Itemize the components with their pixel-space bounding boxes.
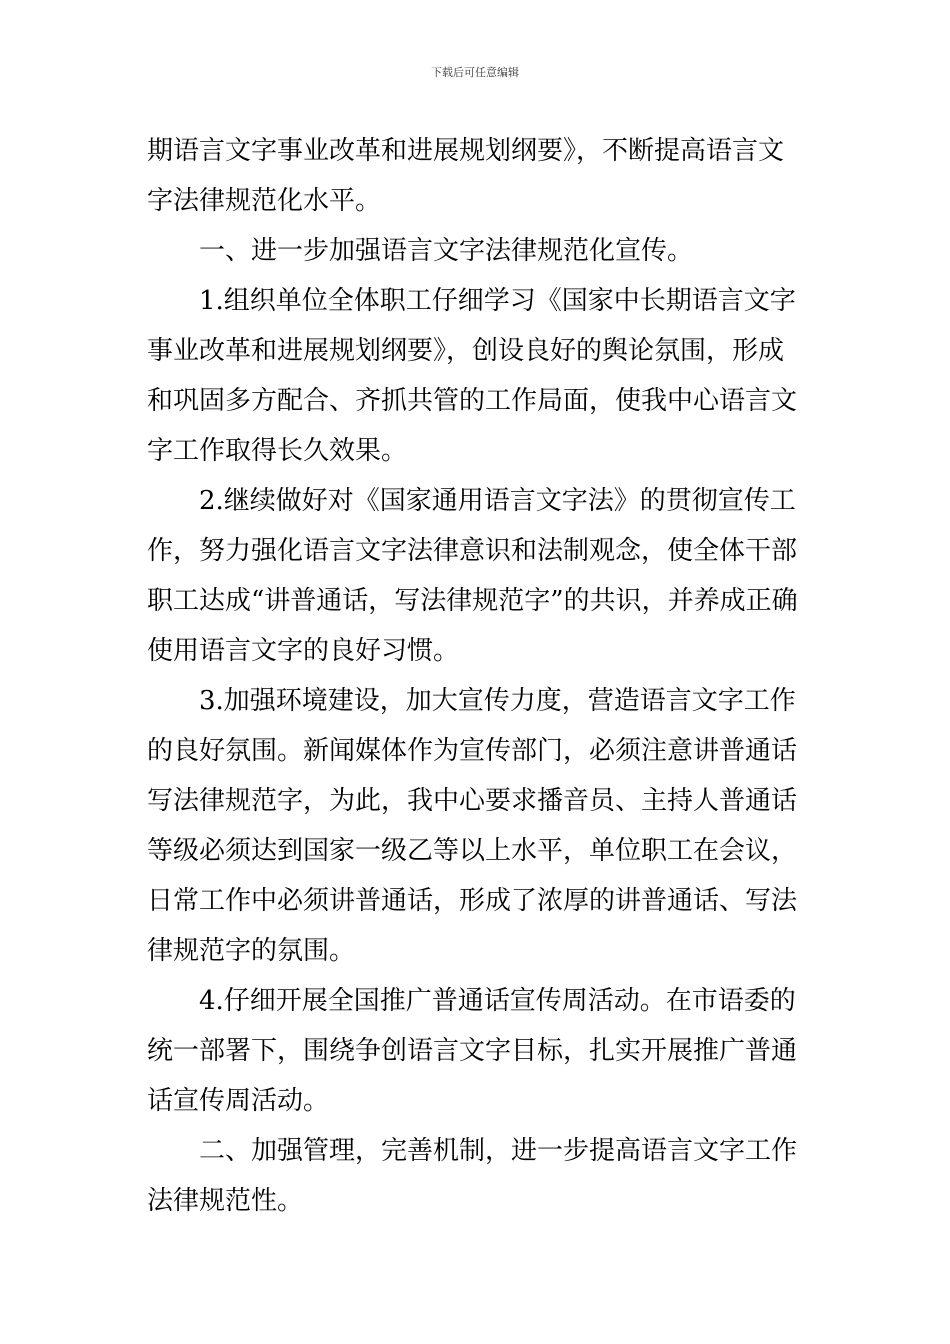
paragraph: 3.加强环境建设，加大宣传力度，营造语言文字工作的良好氛围。新闻媒体作为宣传部门，必须注意讲普通话写法律规范字，为此，我中心要求播音员、主持人普通话等级必须达到国家一级乙等以上水平，单位职工在会议，日常工作中必须讲普通话，形成了浓厚的讲普通话、写法律规范字的氛围。	[147, 686, 798, 966]
paragraph: 期语言文字事业改革和进展规划纲要》，不断提高语言文字法律规范化水平。	[147, 136, 785, 216]
paragraph: 4.仔细开展全国推广普通话宣传周活动。在市语委的统一部署下，围绕争创语言文字目标，扎实开展推广普通话宣传周活动。	[147, 986, 798, 1116]
section-heading: 一、进一步加强语言文字法律规范化宣传。	[199, 236, 694, 266]
document-body	[147, 126, 807, 1226]
page-header: 下载后可任意编辑	[431, 66, 519, 79]
section-heading: 二、加强管理，完善机制，进一步提高语言文字工作法律规范性。	[147, 1136, 798, 1216]
paragraph: 1.组织单位全体职工仔细学习《国家中长期语言文字事业改革和进展规划纲要》，创设良好的舆论氛围，形成和巩固多方配合、齐抓共管的工作局面，使我中心语言文字工作取得长久效果。	[147, 286, 798, 466]
paragraph: 2.继续做好对《国家通用语言文字法》的贯彻宣传工作，努力强化语言文字法律意识和法制观念，使全体干部职工达成“讲普通话，写法律规范字”的共识，并养成正确使用语言文字的良好习惯。	[147, 486, 798, 666]
